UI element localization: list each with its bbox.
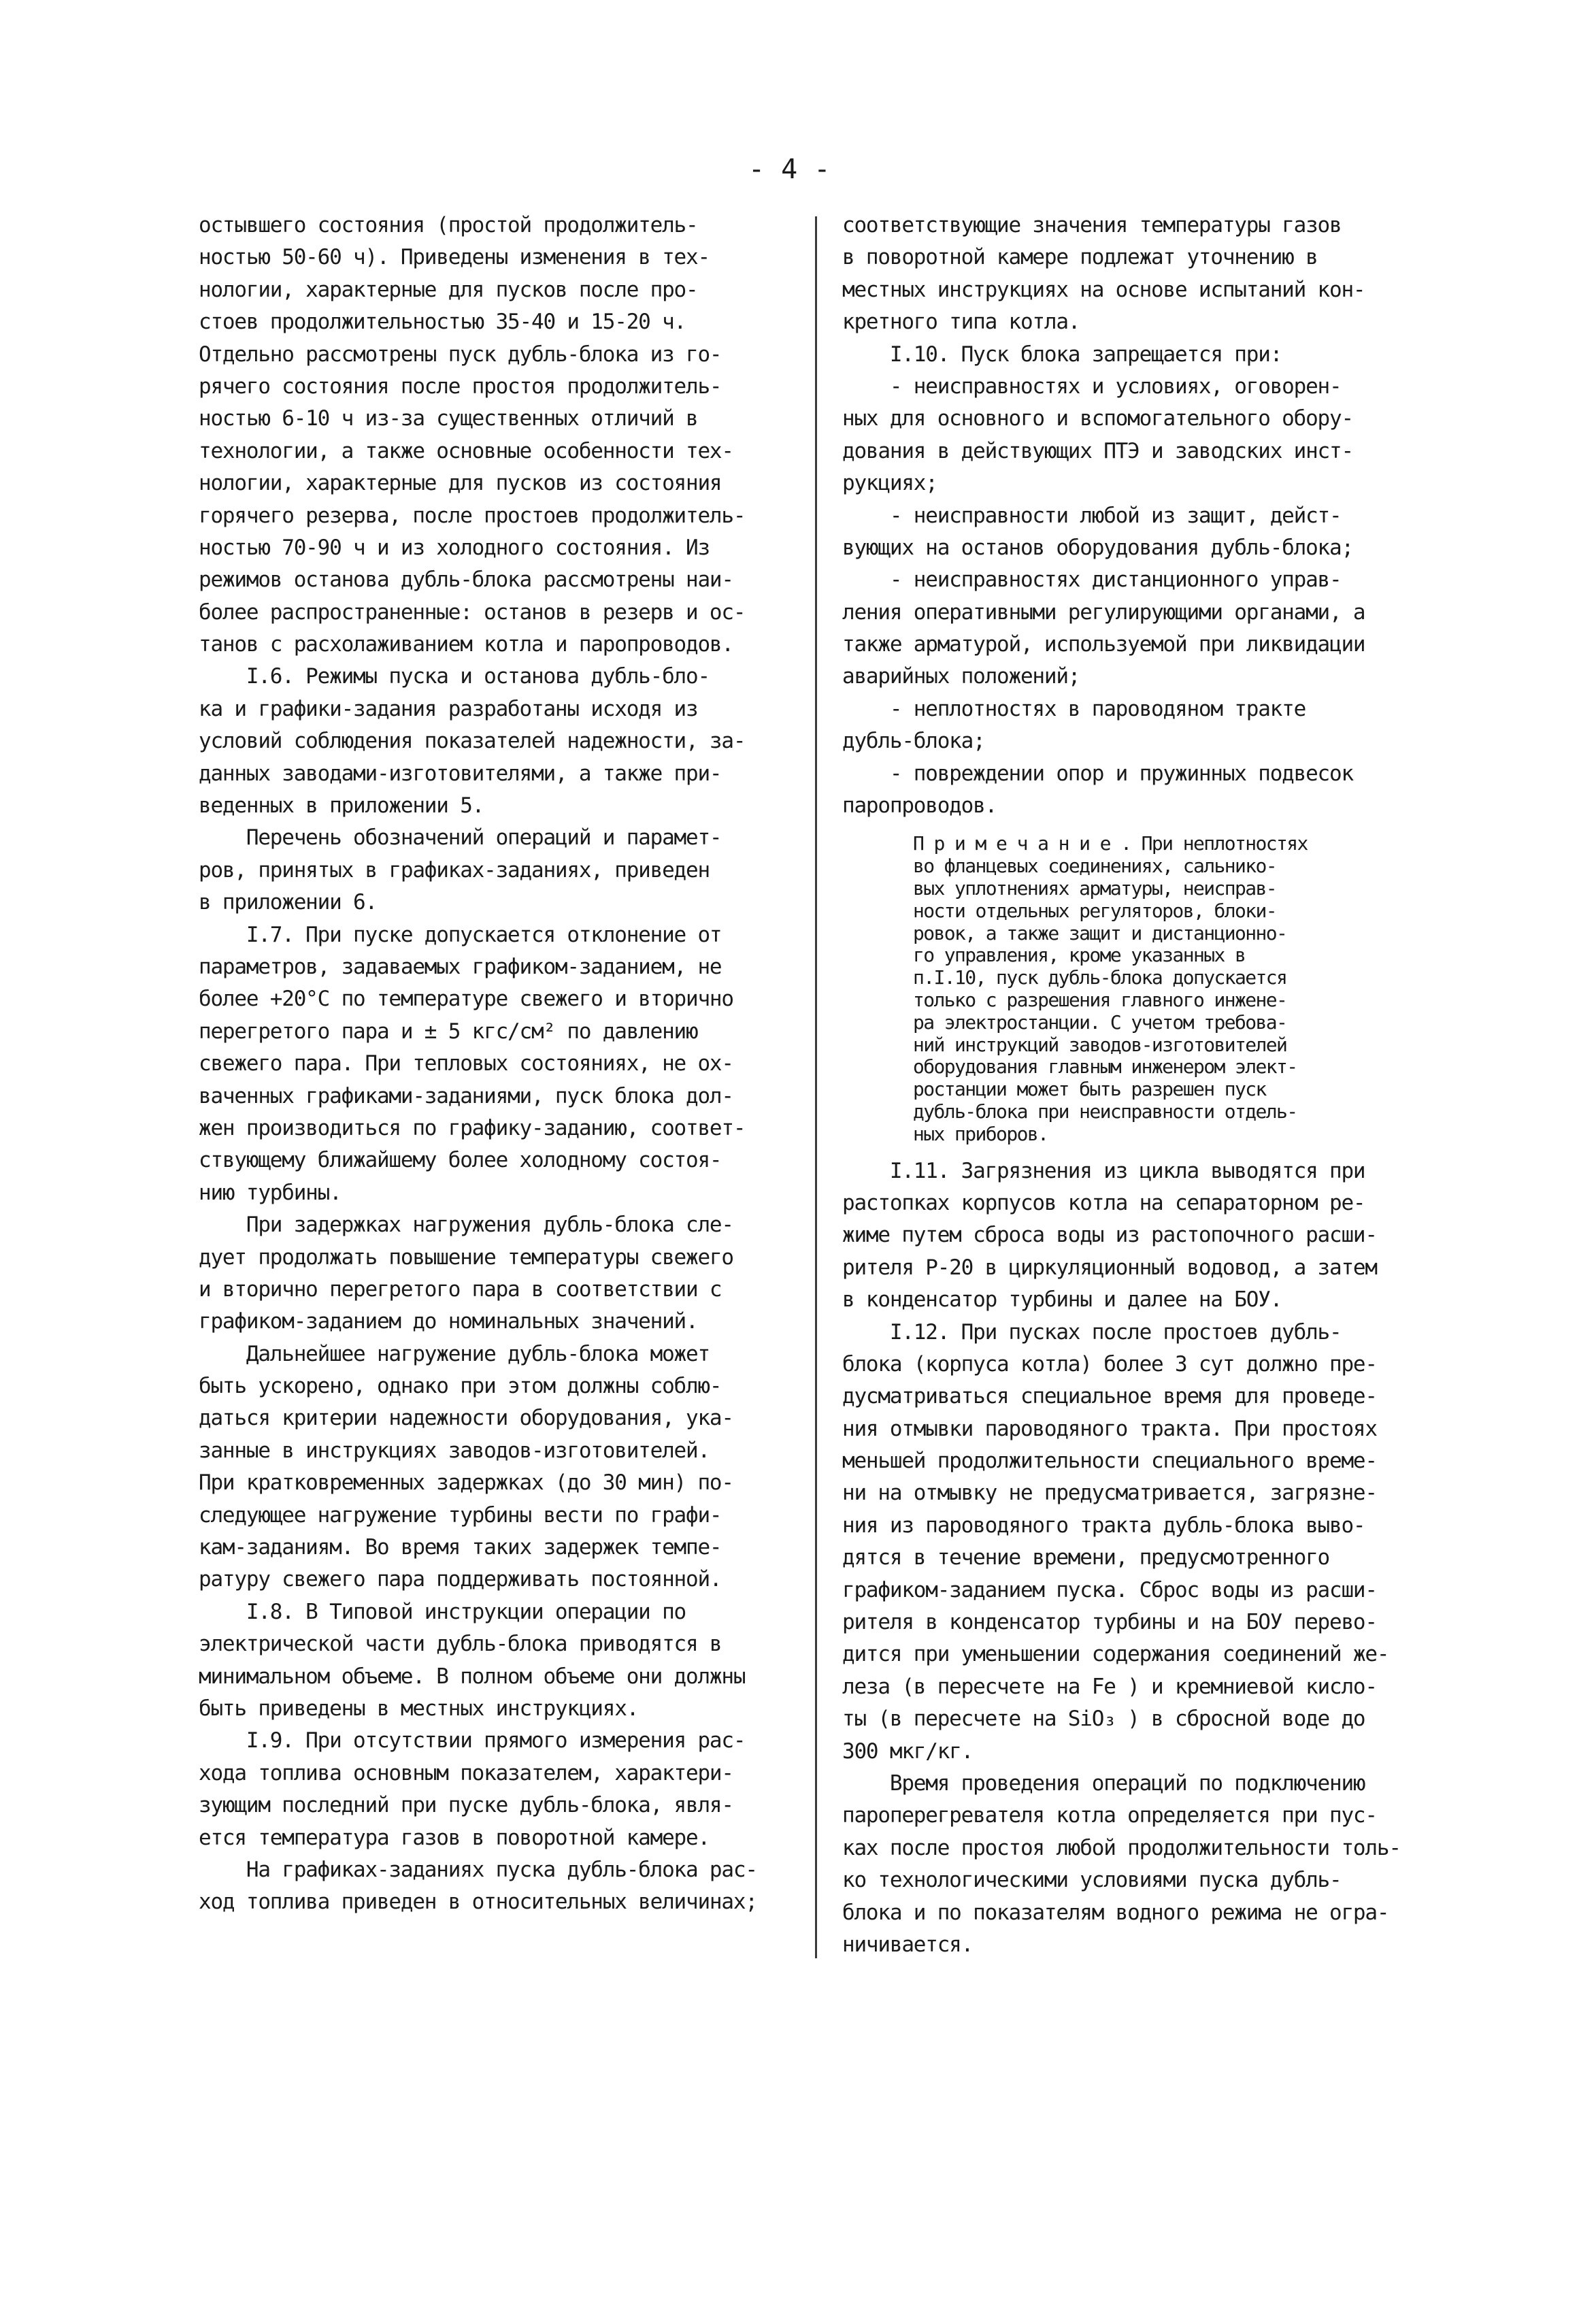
text-line: ничивается. — [842, 1932, 974, 1957]
note-line: ности отдельных регуляторов, блоки- — [913, 899, 1277, 922]
text-line: ратуру свежего пара поддерживать постоянной. — [199, 1567, 722, 1592]
text-line: кретного типа котла. — [842, 310, 1080, 335]
text-line: горячего резерва, после простоев продолжитель- — [199, 503, 746, 528]
note-line: ровок, а также защит и дистанционно- — [913, 921, 1287, 944]
text-line: минимальном объеме. В полном объеме они должны — [199, 1664, 746, 1689]
text-line: аварийных положений; — [842, 664, 1080, 689]
text-line: ни на отмывку не предусматривается, загрязне- — [842, 1481, 1377, 1506]
text-line: ход топлива приведен в относительных величинах; — [199, 1890, 757, 1915]
note-line: ных приборов. — [913, 1122, 1048, 1145]
note-line: вых уплотнениях арматуры, неисправ- — [913, 877, 1277, 900]
text-line: соответствующие значения температуры газов — [842, 213, 1342, 237]
text-line: электрической части дубль-блока приводятся в — [199, 1632, 722, 1657]
text-line: I.6. Режимы пуска и останова дубль-бло- — [199, 664, 710, 689]
text-line: паропроводов. — [842, 793, 997, 819]
text-line: графиком-заданием пуска. Сброс воды из расши- — [842, 1577, 1377, 1602]
text-line: I.10. Пуск блока запрещается при: — [842, 342, 1282, 367]
text-line: параметров, задаваемых графиком-заданием, не — [199, 954, 722, 979]
text-line: ления оперативными регулирующими органами, а — [842, 599, 1365, 625]
text-line: дует продолжать повышение температуры свежего — [199, 1245, 733, 1270]
text-line: ка и графики-задания разработаны исходя из — [199, 696, 698, 721]
note-line: П р и м е ч а н и е . При неплотностях — [913, 832, 1308, 855]
text-line: ках после простоя любой продолжительности толь- — [842, 1835, 1401, 1860]
text-line: также арматурой, используемой при ликвидации — [842, 632, 1365, 657]
text-line: I.9. При отсутствии прямого измерения рас- — [199, 1728, 746, 1753]
text-line: ностью 70-90 ч и из холодного состояния. Из — [199, 535, 710, 560]
text-line: в приложении 6. — [199, 890, 377, 915]
text-line: - неисправностях дистанционного управ- — [842, 567, 1342, 593]
note-line: ра электростанции. С учетом требова- — [913, 1010, 1287, 1034]
text-line: рителя в конденсатор турбины и на БОУ перево- — [842, 1610, 1377, 1635]
text-line: - неисправностях и условиях, оговорен- — [842, 374, 1342, 399]
text-line: дится при уменьшении содержания соединений же- — [842, 1642, 1389, 1667]
right-column — [842, 210, 1454, 1961]
text-line: рячего состояния после простоя продолжитель- — [199, 374, 722, 399]
note-line: дубль-блока при неисправности отдель- — [913, 1100, 1297, 1123]
text-line: быть приведены в местных инструкциях. — [199, 1696, 639, 1721]
text-line: нию турбины. — [199, 1180, 342, 1205]
text-line: остывшего состояния (простой продолжитель- — [199, 213, 698, 237]
text-line: меньшей продолжительности специального време- — [842, 1449, 1377, 1474]
text-line: и вторично перегретого пара в соответствии с — [199, 1276, 722, 1302]
text-line: При кратковременных задержках (до 30 мин) по- — [199, 1470, 733, 1496]
text-line: в конденсатор турбины и далее на БОУ. — [842, 1287, 1282, 1313]
note-line: го управления, кроме указанных в — [913, 944, 1246, 967]
note-line: п.I.10, пуск дубль-блока допускается — [913, 966, 1287, 989]
text-line: местных инструкциях на основе испытаний кон- — [842, 277, 1365, 302]
text-line: блока (корпуса котла) более 3 сут должно пре- — [842, 1351, 1377, 1377]
text-line: ется температура газов в поворотной камере. — [199, 1825, 710, 1850]
text-line: ствующему ближайшему более холодному состоя- — [199, 1148, 722, 1173]
text-line: нологии, характерные для пусков из состояния — [199, 471, 722, 496]
text-line: в поворотной камере подлежат уточнению в — [842, 245, 1318, 270]
text-line: I.7. При пуске допускается отклонение от — [199, 922, 722, 947]
text-line: ния из пароводяного тракта дубль-блока выво- — [842, 1513, 1365, 1538]
text-line: режимов останова дубль-блока рассмотрены наи- — [199, 567, 733, 593]
text-line: рителя Р-20 в циркуляционный водовод, а затем — [842, 1255, 1377, 1280]
text-line: - неплотностях в пароводяном тракте — [842, 696, 1306, 721]
text-line: жен производиться по графику-заданию, соответ- — [199, 1115, 746, 1140]
text-line: 300 мкг/кг. — [842, 1739, 974, 1764]
text-line: При задержках нагружения дубль-блока сле- — [199, 1213, 733, 1238]
text-line: - повреждении опор и пружинных подвесок — [842, 761, 1353, 786]
text-line: нологии, характерные для пусков после про- — [199, 277, 698, 302]
text-line: Отдельно рассмотрены пуск дубль-блока из го- — [199, 342, 722, 367]
text-line: ко технологическими условиями пуска дубль- — [842, 1868, 1342, 1893]
text-line: стоев продолжительностью 35-40 и 15-20 ч. — [199, 310, 686, 335]
text-line: веденных в приложении 5. — [199, 793, 484, 819]
left-column — [199, 210, 810, 1919]
text-line: ты (в пересчете на SiO₃ ) в сбросной воде до — [842, 1707, 1365, 1732]
text-line: ния отмывки пароводяного тракта. При простоях — [842, 1416, 1377, 1441]
text-line: кам-заданиям. Во время таких задержек темпе- — [199, 1535, 722, 1560]
text-line: данных заводами-изготовителями, а также при- — [199, 761, 722, 786]
text-line: даться критерии надежности оборудования, ука- — [199, 1406, 733, 1431]
text-line: дусматриваться специальное время для проведе- — [842, 1384, 1377, 1409]
right-column-bottom-text — [842, 1155, 1454, 1962]
text-line: блока и по показателям водного режима не огра- — [842, 1900, 1389, 1925]
text-line: На графиках-заданиях пуска дубль-блока рас- — [199, 1857, 757, 1882]
text-line: зующим последний при пуске дубль-блока, явля- — [199, 1793, 733, 1818]
text-line: Перечень обозначений операций и парамет- — [199, 825, 722, 851]
text-line: графиком-заданием до номинальных значений. — [199, 1309, 698, 1334]
text-line: дования в действующих ПТЭ и заводских инст- — [842, 438, 1353, 463]
text-line: I.11. Загрязнения из цикла выводятся при — [842, 1158, 1365, 1183]
text-line: рукциях; — [842, 471, 937, 496]
text-line: пароперегревателя котла определяется при пус- — [842, 1803, 1377, 1828]
text-line: ностью 50-60 ч). Приведены изменения в тех- — [199, 245, 710, 270]
text-line: технологии, а также основные особенности тех- — [199, 438, 733, 463]
page-number: - 4 - — [748, 154, 831, 185]
text-line: вующих на останов оборудования дубль-блока; — [842, 535, 1353, 560]
text-line: занные в инструкциях заводов-изготовителей. — [199, 1438, 710, 1463]
right-column-top-text — [842, 210, 1454, 822]
text-line: ров, принятых в графиках-заданиях, приведен — [199, 857, 710, 883]
note-line: ний инструкций заводов-изготовителей — [913, 1033, 1287, 1056]
text-line: ностью 6-10 ч из-за существенных отличий в — [199, 406, 698, 431]
text-line: более распространенные: останов в резерв и ос- — [199, 599, 746, 625]
note-line: только с разрешения главного инжене- — [913, 989, 1287, 1011]
text-line: свежего пара. При тепловых состояниях, не ох- — [199, 1051, 733, 1076]
text-line: ваченных графиками-заданиями, пуск блока дол- — [199, 1083, 733, 1108]
text-line: более +20°С по температуре свежего и вторично — [199, 987, 733, 1012]
text-line: растопках корпусов котла на сепараторном ре- — [842, 1190, 1365, 1215]
note-line: ростанции может быть разрешен пуск — [913, 1078, 1266, 1101]
text-line: следующее нагружение турбины вести по графи- — [199, 1502, 722, 1528]
text-line: условий соблюдения показателей надежности, за- — [199, 729, 746, 754]
text-line: леза (в пересчете на Fe ) и кремниевой кисло- — [842, 1674, 1377, 1699]
text-line: I.12. При пусках после простоев дубль- — [842, 1319, 1342, 1345]
text-line: быть ускорено, однако при этом должны соблю- — [199, 1374, 722, 1399]
text-line: перегретого пара и ± 5 кгс/см² по давлению — [199, 1019, 698, 1044]
text-line: I.8. В Типовой инструкции операции по — [199, 1599, 686, 1624]
text-line: Время проведения операций по подключению — [842, 1771, 1365, 1796]
text-line: - неисправности любой из защит, дейст- — [842, 503, 1342, 528]
text-line: дубль-блока; — [842, 729, 985, 754]
note-line: оборудования главным инженером элект- — [913, 1055, 1297, 1078]
column-divider — [815, 216, 817, 1958]
text-line: Дальнейшее нагружение дубль-блока может — [199, 1341, 710, 1366]
text-line: жиме путем сброса воды из растопочного расши- — [842, 1223, 1377, 1248]
text-line: дятся в течение времени, предусмотренного — [842, 1545, 1330, 1570]
text-line: ных для основного и вспомогательного обору- — [842, 406, 1353, 431]
text-line: хода топлива основным показателем, характери- — [199, 1760, 733, 1785]
note-line: во фланцевых соединениях, сальнико- — [913, 855, 1277, 878]
text-line: танов с расхолаживанием котла и паропроводов. — [199, 632, 733, 657]
note-block — [913, 833, 1454, 1145]
